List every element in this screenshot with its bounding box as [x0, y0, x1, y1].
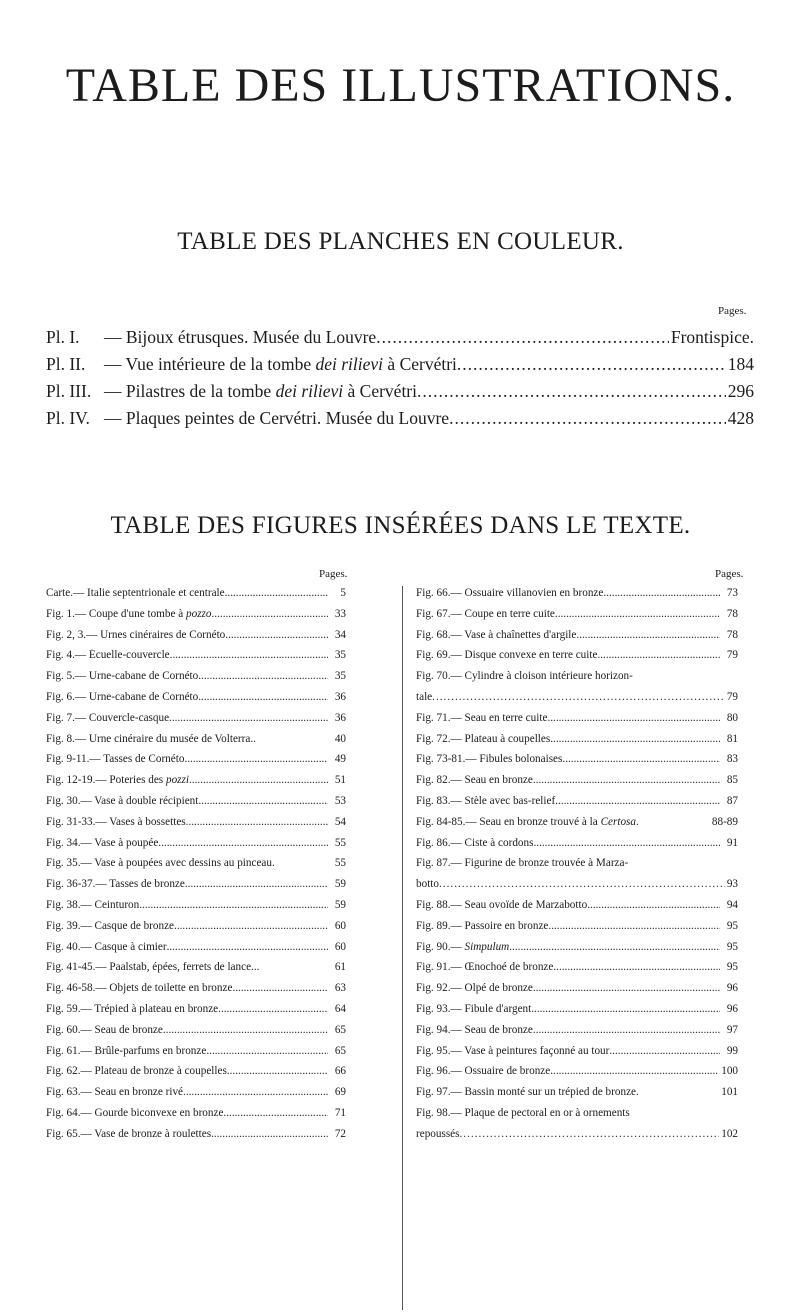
- figure-page: 69: [334, 1086, 346, 1099]
- figure-description: — Vases à bossettes: [95, 815, 186, 828]
- figure-number: Fig. 6.: [46, 690, 75, 703]
- figure-description: — Vase de bronze à roulettes: [80, 1127, 212, 1140]
- figure-page: 5: [340, 587, 346, 599]
- dot-leader: [198, 670, 328, 682]
- figure-description: — Seau ovoïde de Marzabotto: [450, 898, 588, 911]
- figure-row: [416, 899, 738, 920]
- dot-leader: [587, 899, 720, 911]
- figure-row: [416, 1045, 738, 1066]
- figure-number: Fig. 39.: [46, 919, 81, 932]
- figure-number: Fig. 46-58.: [46, 982, 96, 995]
- figure-page: 94: [726, 898, 738, 911]
- figure-page: 72: [334, 1127, 346, 1140]
- figure-row-continuation: [416, 1128, 738, 1149]
- dot-leader: [183, 1086, 328, 1098]
- figure-page: 55: [334, 857, 346, 870]
- page-title: TABLE DES ILLUSTRATIONS.: [65, 59, 736, 112]
- figure-description: — Urne-cabane de Cornéto: [74, 690, 199, 703]
- dot-leader: [533, 982, 720, 994]
- figure-description: — Écuelle-couvercle: [74, 649, 170, 662]
- figure-description: — Paalstab, épées, ferrets de lance...: [95, 961, 260, 974]
- planches-heading: TABLE DES PLANCHES EN COULEUR.: [177, 228, 624, 255]
- dot-leader: [198, 691, 328, 703]
- figure-page: 60: [334, 940, 346, 953]
- figure-row: [46, 941, 346, 962]
- figure-page: 64: [334, 1002, 346, 1015]
- figure-page: 35: [334, 670, 346, 683]
- figure-page: 101: [721, 1086, 738, 1099]
- figure-page: 55: [334, 836, 346, 849]
- figure-row: [416, 629, 738, 650]
- dot-leader: [509, 941, 720, 953]
- figure-number: Fig. 93.: [416, 1002, 451, 1015]
- figure-number: Fig. 41-45.: [46, 961, 96, 974]
- figure-page: 96: [726, 982, 738, 995]
- figure-number: Fig. 68.: [416, 628, 451, 641]
- dot-leader: [227, 1065, 328, 1077]
- figure-row: [46, 816, 346, 837]
- figure-row: [416, 1086, 738, 1107]
- figure-number: Carte.: [46, 587, 74, 599]
- figure-description: — Figurine de bronze trouvée à Marza-: [450, 857, 629, 870]
- figure-row: [46, 629, 346, 650]
- figure-description: — Seau de bronze: [80, 1023, 163, 1036]
- dot-leader: [189, 774, 328, 786]
- plates-list: [46, 327, 754, 435]
- figure-row: [46, 961, 346, 982]
- figure-page: 87: [726, 794, 738, 807]
- figure-number: Fig. 12-19.: [46, 774, 96, 787]
- figure-page: 83: [726, 753, 738, 766]
- dot-leader: [211, 1128, 328, 1140]
- figure-number: Fig. 86.: [416, 836, 451, 849]
- figure-row: [46, 691, 346, 712]
- figure-number: Fig. 97.: [416, 1086, 451, 1099]
- figure-row: [416, 982, 738, 1003]
- figure-description: — Passoire en bronze: [450, 919, 549, 932]
- figure-row: [46, 608, 346, 629]
- figure-row: [46, 670, 346, 691]
- figure-page: 81: [726, 732, 738, 745]
- plate-number: Pl. IV.: [46, 408, 90, 428]
- figure-row: [46, 712, 346, 733]
- figure-row: [46, 1107, 346, 1128]
- figure-number: Fig. 92.: [416, 982, 451, 995]
- dot-leader: [460, 1128, 720, 1140]
- figure-number: Fig. 87.: [416, 857, 451, 870]
- figure-row: [46, 1045, 346, 1066]
- figure-description: — Seau en bronze trouvé à la Certosa.: [465, 815, 639, 828]
- figure-row: [46, 1086, 346, 1107]
- figure-number: Fig. 65.: [46, 1127, 81, 1140]
- plate-row: [46, 354, 754, 381]
- figure-description: — Couvercle-casque: [74, 711, 170, 724]
- figure-description: — Olpé de bronze: [450, 982, 533, 995]
- figure-row: [416, 608, 738, 629]
- dot-leader: [439, 878, 725, 890]
- figure-page: 73: [726, 587, 738, 599]
- figure-row: [416, 1107, 738, 1128]
- figure-page: 54: [334, 815, 346, 828]
- figure-number: Fig. 2, 3.: [46, 628, 87, 641]
- figure-number: Fig. 66.: [416, 587, 451, 599]
- figure-row: [46, 982, 346, 1003]
- dot-leader: [553, 961, 720, 973]
- plate-number: Pl. I.: [46, 327, 80, 347]
- dot-leader: [555, 795, 720, 807]
- figure-description: — Casque à cimier: [80, 940, 167, 953]
- dot-leader: [185, 878, 328, 890]
- figure-description: — Tasses de bronze: [95, 878, 185, 891]
- figure-row: [416, 920, 738, 941]
- figure-description: — Seau de bronze: [450, 1023, 533, 1036]
- dot-leader: [603, 587, 720, 599]
- plate-number: Pl. II.: [46, 354, 86, 374]
- dot-leader: [432, 691, 725, 703]
- figure-page: 35: [334, 649, 346, 662]
- figure-description: — Coupe en terre cuite: [450, 607, 555, 620]
- figure-number: Fig. 60.: [46, 1023, 81, 1036]
- figure-description: — Vase à peintures façonné au tour: [450, 1044, 610, 1057]
- figure-page: 66: [334, 1065, 346, 1078]
- figure-row: [46, 733, 346, 754]
- figure-description: — Vase à poupées avec dessins au pinceau.: [80, 857, 275, 870]
- figure-number: Fig. 64.: [46, 1106, 81, 1119]
- plate-row: [46, 408, 754, 435]
- figure-page: 59: [334, 898, 346, 911]
- plate-description: — Pilastres de la tombe dei rilievi à Cervétri: [104, 381, 417, 401]
- dot-leader: [562, 753, 720, 765]
- dot-leader: [206, 1045, 328, 1057]
- figure-description: — Urne cinéraire du musée de Volterra..: [74, 732, 256, 745]
- figure-row: [46, 857, 346, 878]
- figure-description: — Tasses de Cornéto: [89, 753, 185, 766]
- figure-page: 34: [334, 628, 346, 641]
- figure-page: 93: [726, 878, 738, 891]
- figure-row: [416, 733, 738, 754]
- plate-number: Pl. III.: [46, 381, 92, 401]
- figure-row: [46, 649, 346, 670]
- dot-leader: [457, 354, 726, 375]
- figure-page: 88-89: [711, 815, 738, 828]
- figure-row: [416, 1003, 738, 1024]
- figure-description: — Trépied à plateau en bronze: [80, 1002, 219, 1015]
- figure-page: 36: [334, 690, 346, 703]
- figure-number: Fig. 82.: [416, 774, 451, 787]
- figure-row-continuation: [416, 691, 738, 712]
- figure-page: 36: [334, 711, 346, 724]
- figure-number: Fig. 98.: [416, 1106, 451, 1119]
- figure-description: — Coupe d'une tombe à pozzo: [74, 607, 212, 620]
- dot-leader: [533, 837, 720, 849]
- figure-page: 79: [726, 649, 738, 662]
- dot-leader: [548, 920, 720, 932]
- figure-description: — Seau en bronze: [450, 774, 533, 787]
- figure-row: [46, 878, 346, 899]
- plate-description: — Plaques peintes de Cervétri. Musée du Louvre: [104, 408, 450, 428]
- figure-number: Fig. 95.: [416, 1044, 451, 1057]
- figure-number: Fig. 9-11.: [46, 753, 90, 766]
- figure-row: [416, 670, 738, 691]
- figure-number: Fig. 30.: [46, 794, 81, 807]
- figure-row: [46, 753, 346, 774]
- figure-description: — Plateau de bronze à coupelles: [80, 1065, 227, 1078]
- figure-row: [416, 795, 738, 816]
- figure-description: — Œnochoé de bronze: [450, 961, 554, 974]
- figure-number: Fig. 96.: [416, 1065, 451, 1078]
- figure-number: Fig. 90.: [416, 940, 451, 953]
- figure-description: — Vase à poupée: [80, 836, 159, 849]
- figure-row: [46, 795, 346, 816]
- figure-number: Fig. 7.: [46, 711, 75, 724]
- figure-row: [416, 1065, 738, 1086]
- dot-leader: [163, 1024, 328, 1036]
- figure-description: — Fibules bolonaises: [465, 753, 563, 766]
- figure-description: — Vase à chaînettes d'argile: [450, 628, 577, 641]
- dot-leader: [174, 920, 328, 932]
- pages-label: Pages.: [718, 305, 747, 317]
- dot-leader: [184, 753, 328, 765]
- dot-leader: [158, 837, 328, 849]
- plate-page: Frontispice.: [670, 327, 754, 347]
- figure-page: 78: [726, 607, 738, 620]
- figure-page: 71: [334, 1106, 346, 1119]
- figure-row: [416, 753, 738, 774]
- plate-page: 296: [727, 381, 754, 401]
- dot-leader: [139, 899, 328, 911]
- figure-page: 95: [726, 940, 738, 953]
- figure-page: 60: [334, 919, 346, 932]
- figure-row: [416, 961, 738, 982]
- figure-page: 40: [334, 732, 346, 745]
- figure-page: 96: [726, 1002, 738, 1015]
- plate-description: — Bijoux étrusques. Musée du Louvre: [104, 327, 377, 347]
- figure-page: 65: [334, 1044, 346, 1057]
- figure-description: — Stèle avec bas-relief: [450, 794, 556, 807]
- figure-number: Fig. 31-33.: [46, 815, 96, 828]
- figure-number: Fig. 84-85.: [416, 815, 466, 828]
- figure-row: [46, 899, 346, 920]
- figure-description: — Simpulum: [450, 940, 510, 953]
- figure-number: Fig. 69.: [416, 649, 451, 662]
- figure-number: Fig. 40.: [46, 940, 81, 953]
- figure-row: [416, 816, 738, 837]
- plate-page: 184: [727, 354, 754, 374]
- dot-leader: [417, 381, 726, 402]
- figure-row-continuation: [416, 878, 738, 899]
- plate-description: — Vue intérieure de la tombe dei rilievi à Cervétri: [104, 354, 457, 374]
- dot-leader: [225, 629, 328, 641]
- dot-leader: [169, 712, 328, 724]
- figure-page: 63: [334, 982, 346, 995]
- figure-description: — Ceinturon: [80, 898, 140, 911]
- figure-number: Fig. 91.: [416, 961, 451, 974]
- figure-row: [46, 920, 346, 941]
- figure-row: [416, 1024, 738, 1045]
- dot-leader: [597, 649, 720, 661]
- figure-description: — Plaque de pectoral en or à ornements: [450, 1106, 630, 1119]
- dot-leader: [449, 408, 726, 429]
- figure-description: — Seau en bronze rivé: [80, 1086, 184, 1099]
- figure-number: Fig. 62.: [46, 1065, 81, 1078]
- dot-leader: [170, 649, 328, 661]
- figure-description: — Brûle-parfums en bronze: [80, 1044, 207, 1057]
- figure-description: — Ossuaire de bronze: [450, 1065, 551, 1078]
- figure-page: 100: [721, 1065, 738, 1078]
- figure-page: 99: [726, 1044, 738, 1057]
- dot-leader: [550, 1065, 719, 1077]
- figure-page: 53: [334, 794, 346, 807]
- figure-description: — Cylindre à cloison intérieure horizon-: [450, 670, 633, 683]
- figure-description: — Urnes cinéraires de Cornéto: [86, 628, 226, 641]
- figure-description: — Bassin monté sur un trépied de bronze.: [450, 1086, 639, 1099]
- figure-page: 61: [334, 961, 346, 974]
- figure-description: — Urne-cabane de Cornéto: [74, 670, 199, 683]
- figure-description: — Vase à double récipient: [80, 794, 199, 807]
- dot-leader: [550, 733, 720, 745]
- figure-number: Fig. 8.: [46, 732, 75, 745]
- figure-page: 33: [334, 607, 346, 620]
- figure-number: Fig. 73-81.: [416, 753, 466, 766]
- figure-row: [46, 774, 346, 795]
- dot-leader: [533, 774, 720, 786]
- figure-description: — Disque convexe en terre cuite: [450, 649, 598, 662]
- figure-row: [46, 1024, 346, 1045]
- figure-number: Fig. 61.: [46, 1044, 81, 1057]
- plate-row: [46, 381, 754, 408]
- figure-description: — Plateau à coupelles: [450, 732, 551, 745]
- figure-row: [46, 1065, 346, 1086]
- figure-page: 85: [726, 774, 738, 787]
- figure-number: Fig. 88.: [416, 898, 451, 911]
- figure-number: Fig. 70.: [416, 670, 451, 683]
- figure-number: Fig. 38.: [46, 898, 81, 911]
- figure-row: [46, 1003, 346, 1024]
- dot-leader: [555, 608, 720, 620]
- figures-column-right: [416, 587, 738, 1149]
- figure-description: — Casque de bronze: [80, 919, 175, 932]
- figure-description: — Fibule d'argent: [450, 1002, 532, 1015]
- dot-leader: [212, 608, 329, 620]
- figure-page: 79: [726, 690, 738, 703]
- figure-row: [416, 941, 738, 962]
- figure-row: [416, 837, 738, 858]
- figure-number: Fig. 71.: [416, 711, 451, 724]
- dot-leader: [225, 587, 328, 599]
- figure-number: Fig. 83.: [416, 794, 451, 807]
- dot-leader: [609, 1045, 720, 1057]
- dot-leader: [232, 982, 328, 994]
- figure-page: 95: [726, 919, 738, 932]
- pages-label-left: Pages.: [319, 568, 348, 580]
- dot-leader: [198, 795, 328, 807]
- figure-description: — Objets de toilette en bronze: [95, 982, 233, 995]
- figure-page: 49: [334, 753, 346, 766]
- figure-page: 78: [726, 628, 738, 641]
- figure-number: Fig. 89.: [416, 919, 451, 932]
- dot-leader: [376, 327, 669, 348]
- dot-leader: [218, 1003, 328, 1015]
- figures-heading: TABLE DES FIGURES INSÉRÉES DANS LE TEXTE.: [110, 512, 691, 539]
- figures-column-left: [46, 587, 346, 1149]
- figure-row: [416, 774, 738, 795]
- figure-number: Fig. 72.: [416, 732, 451, 745]
- figure-number: Fig. 4.: [46, 649, 75, 662]
- figure-number: Fig. 63.: [46, 1086, 81, 1099]
- figure-page: 91: [726, 836, 738, 849]
- figure-page: 102: [721, 1127, 738, 1140]
- figure-description: — Ossuaire villanovien en bronze: [450, 587, 604, 599]
- figure-description: botto: [416, 878, 439, 891]
- figure-page: 95: [726, 961, 738, 974]
- figure-description: — Gourde biconvexe en bronze: [80, 1106, 224, 1119]
- figure-page: 97: [726, 1023, 738, 1036]
- figure-number: Fig. 34.: [46, 836, 81, 849]
- figure-row: [416, 587, 738, 608]
- figure-description: repoussés: [416, 1127, 460, 1140]
- figure-description: tale: [416, 690, 433, 703]
- figure-description: — Poteries des pozzi: [95, 774, 189, 787]
- figure-row: [46, 1128, 346, 1149]
- plate-row: [46, 327, 754, 354]
- figure-description: — Ciste à cordons: [450, 836, 534, 849]
- figure-number: Fig. 35.: [46, 857, 81, 870]
- figure-page: 59: [334, 878, 346, 891]
- dot-leader: [531, 1003, 720, 1015]
- dot-leader: [547, 712, 720, 724]
- pages-label-right: Pages.: [715, 568, 744, 580]
- dot-leader: [167, 941, 328, 953]
- dot-leader: [533, 1024, 720, 1036]
- figure-number: Fig. 67.: [416, 607, 451, 620]
- dot-leader: [223, 1107, 328, 1119]
- figure-description: — Italie septentrionale et centrale: [73, 587, 225, 599]
- figure-number: Fig. 36-37.: [46, 878, 96, 891]
- plate-page: 428: [727, 408, 754, 428]
- figure-row: [46, 587, 346, 608]
- column-divider: [402, 586, 403, 1310]
- figure-page: 80: [726, 711, 738, 724]
- figure-number: Fig. 5.: [46, 670, 75, 683]
- figure-page: 65: [334, 1023, 346, 1036]
- figure-row: [46, 837, 346, 858]
- figure-description: — Seau en terre cuite: [450, 711, 548, 724]
- figure-page: 51: [334, 774, 346, 787]
- figure-number: Fig. 59.: [46, 1002, 81, 1015]
- figure-number: Fig. 94.: [416, 1023, 451, 1036]
- figure-row: [416, 712, 738, 733]
- figure-row: [416, 649, 738, 670]
- figure-row: [416, 857, 738, 878]
- dot-leader: [186, 816, 328, 828]
- dot-leader: [576, 629, 720, 641]
- figure-number: Fig. 1.: [46, 607, 75, 620]
